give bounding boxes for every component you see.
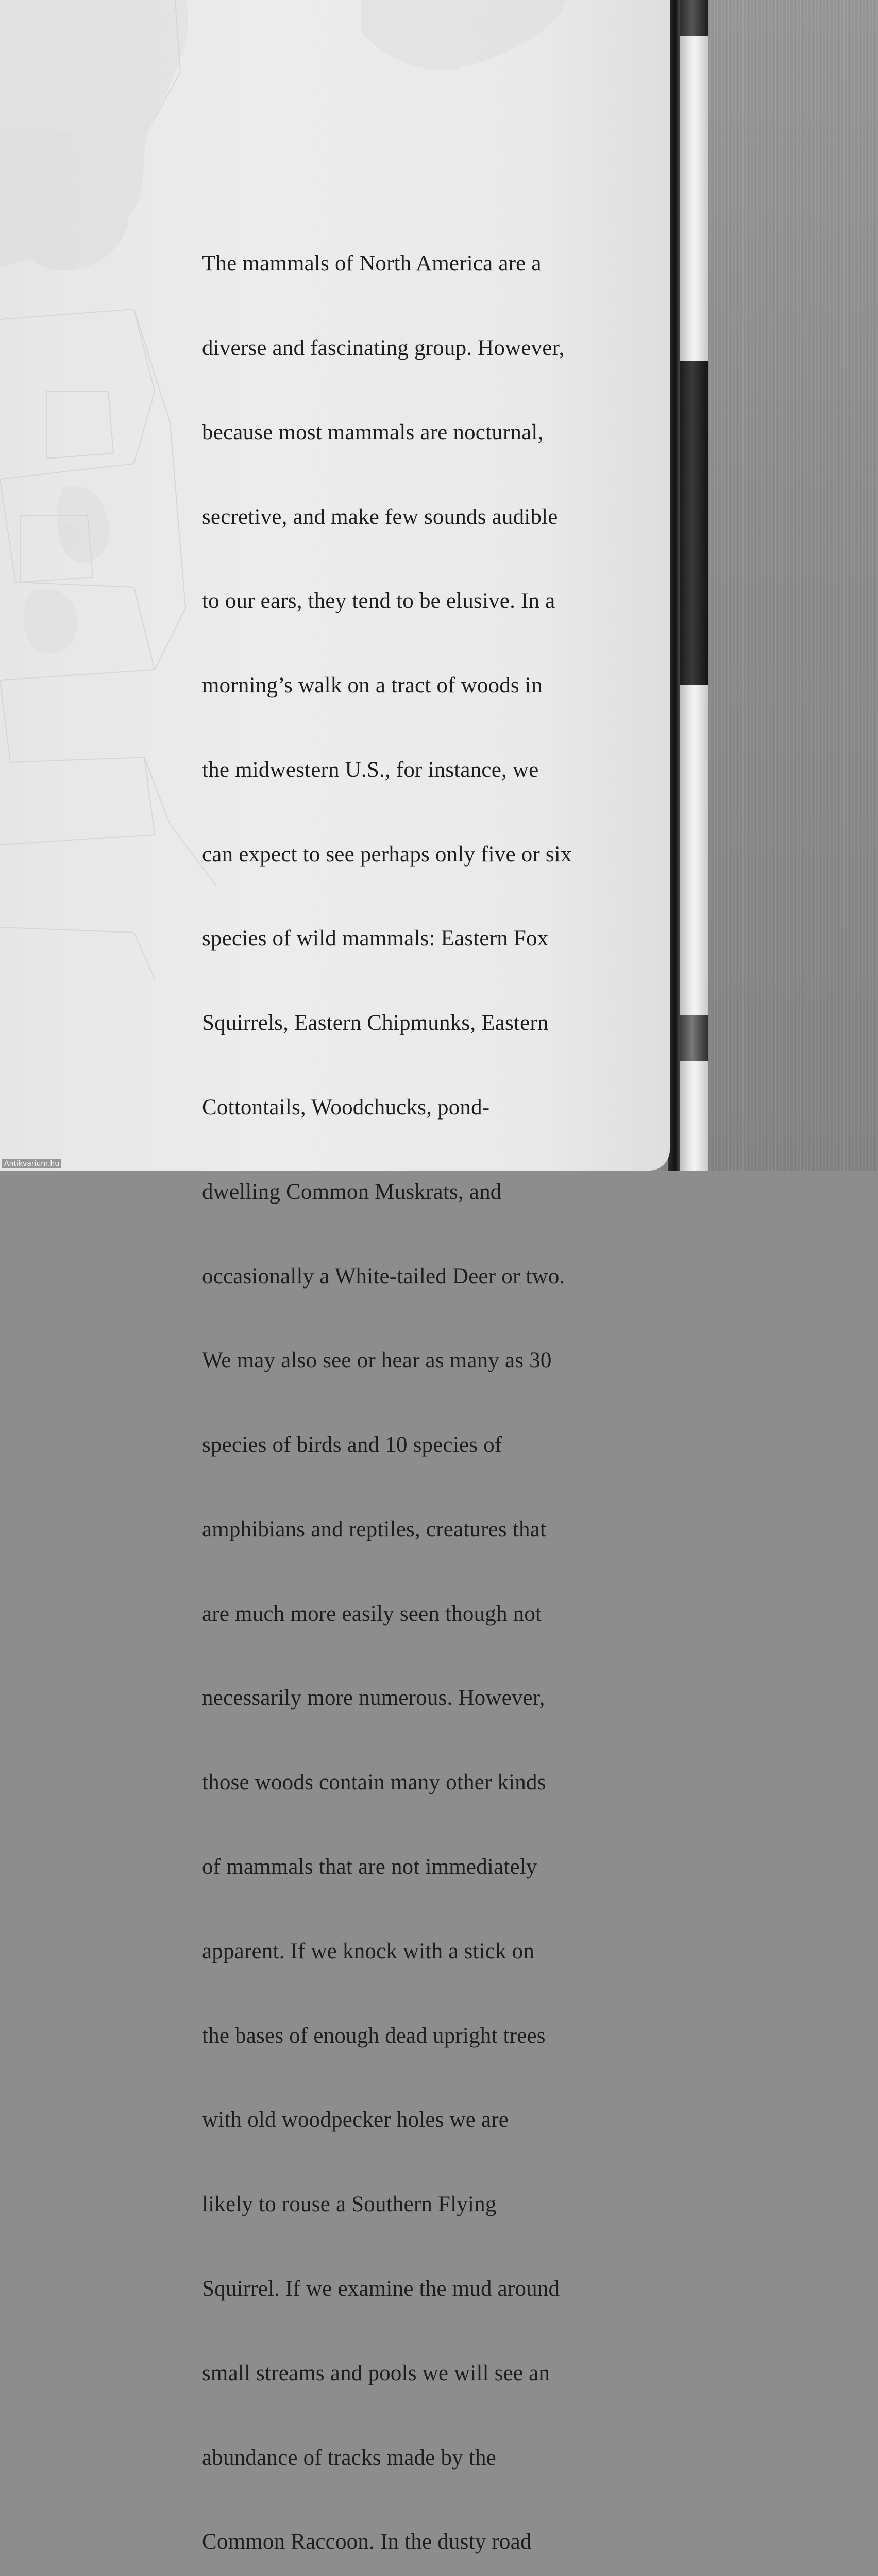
text-line: abundance of tracks made by the [202,2445,496,2470]
text-line: of mammals that are not immediately [202,1855,537,1879]
text-line: the midwestern U.S., for instance, we [202,757,539,782]
text-line: small streams and pools we will see an [202,2361,550,2385]
body-paragraph [202,194,655,2576]
text-line: species of birds and 10 species of [202,1433,502,1458]
text-line: those woods contain many other kinds [202,1770,546,1795]
text-line: to our ears, they tend to be elusive. In a [202,589,555,614]
text-line: because most mammals are nocturnal, [202,420,544,445]
pencil-band-lower [679,1015,708,1061]
text-line: Squirrels, Eastern Chipmunks, Eastern [202,1011,549,1036]
text-line: species of wild mammals: Eastern Fox [202,926,549,951]
watermark: Antikvarium.hu [2,1159,61,1168]
text-line: can expect to see perhaps only five or six [202,842,572,867]
text-line: apparent. If we knock with a stick on [202,1939,535,1963]
text-line: the bases of enough dead upright trees [202,2023,546,2048]
text-line: amphibians and reptiles, creatures that [202,1517,547,1541]
pencil-band-middle [679,361,708,685]
text-line: Cottontails, Woodchucks, pond- [202,1095,490,1120]
text-line: Common Raccoon. In the dusty road [202,2530,532,2554]
text-line: necessarily more numerous. However, [202,1686,545,1710]
text-line: We may also see or hear as many as 30 [202,1348,552,1373]
text-line: with old woodpecker holes we are [202,2108,509,2132]
text-line: likely to rouse a Southern Flying [202,2192,497,2217]
text-line: dwelling Common Muskrats, and [202,1179,502,1204]
text-line: morning’s walk on a tract of woods in [202,673,543,698]
text-line: diverse and fascinating group. However, [202,335,565,360]
text-line: occasionally a White-tailed Deer or two. [202,1264,565,1289]
text-line: secretive, and make few sounds audible [202,504,558,529]
text-line: are much more easily seen though not [202,1601,542,1626]
text-line: The mammals of North America are a [202,251,542,276]
text-line: Squirrel. If we examine the mud around [202,2276,560,2301]
pencil-band-top [679,0,708,36]
